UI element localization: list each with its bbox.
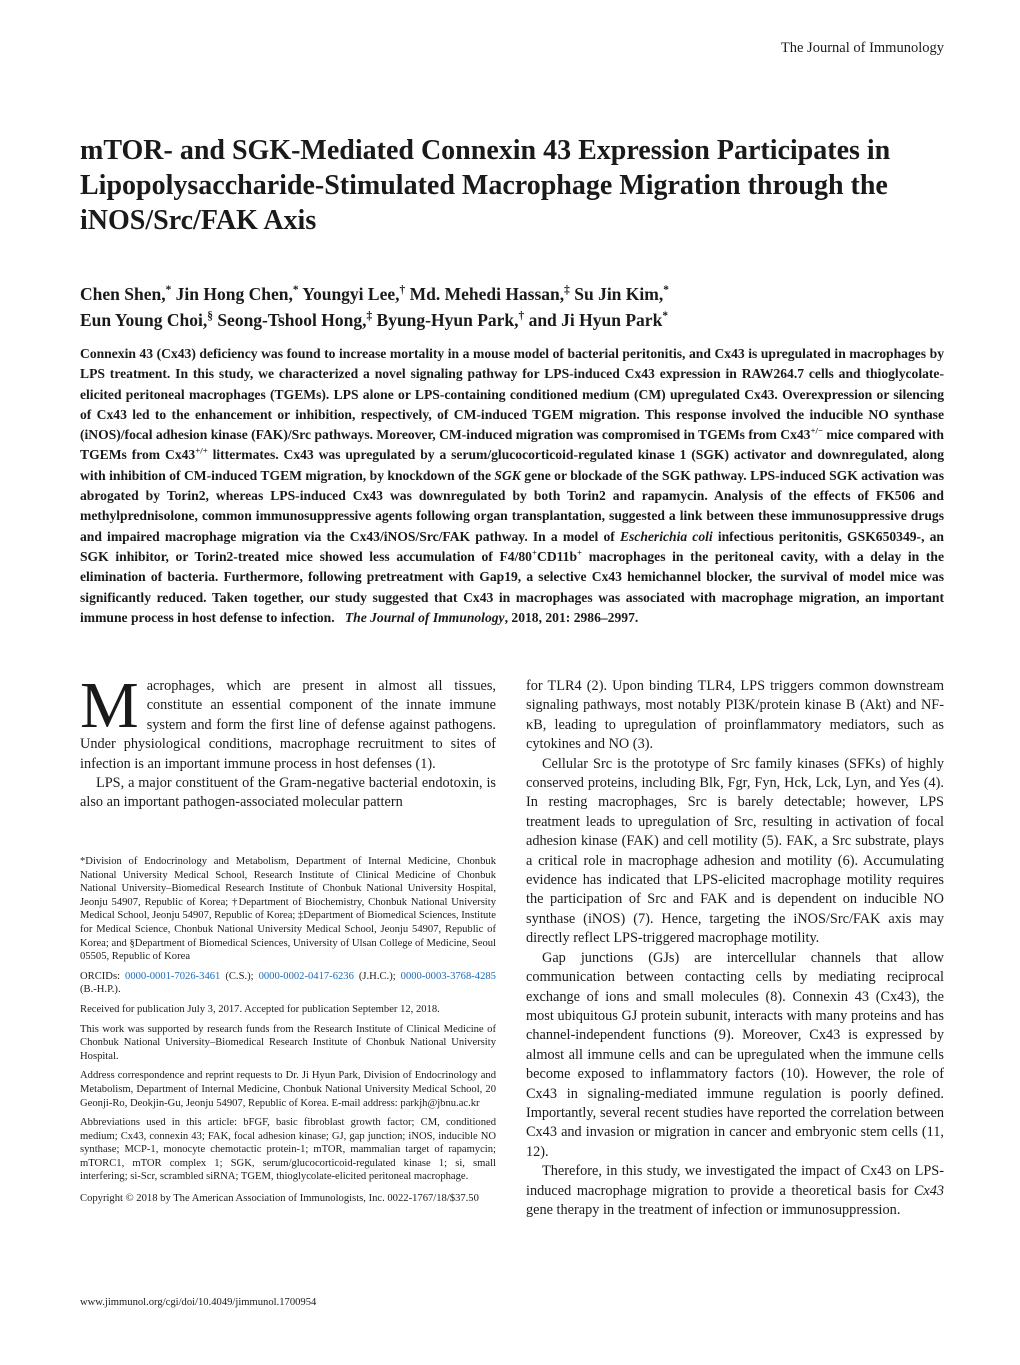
orcid-initials: (C.S.); xyxy=(220,970,259,982)
affiliation-mark: § xyxy=(207,310,213,323)
body-paragraph xyxy=(526,1162,944,1220)
orcid-link[interactable]: 0000-0003-3768-4285 xyxy=(400,970,496,982)
marker-superscript: + xyxy=(531,547,537,558)
orcid-initials: (J.H.C.); xyxy=(353,970,401,982)
abstract-text: macrophages in the peritoneal cavity, with a delay in the elimination of bacteria. Furthermore, following pretreatment with Gap19, a selective Cx43 hemichannel blocker, the survival of model mice was significantly reduced. Taken together, our study suggested that Cx43 in macrophages was associated with macrophage migration, an important immune process in host defense to infection. xyxy=(80,548,945,625)
doi-link[interactable]: www.jimmunol.org/cgi/doi/10.4049/jimmunol.1700954 xyxy=(80,1297,317,1308)
species-name: Escherichia coli xyxy=(619,528,713,544)
affiliation-mark: ‡ xyxy=(366,310,373,323)
author-name: Md. Mehedi Hassan, xyxy=(409,284,565,304)
orcid-link[interactable]: 0000-0002-0417-6236 xyxy=(258,970,354,982)
author-name: Su Jin Kim, xyxy=(574,284,664,304)
abstract-text: infectious peritonitis, GSK650349-, an SGK inhibitor, or Torin2-treated mice showed less accumulation of F4/80 xyxy=(80,528,944,564)
received-note: Received for publication July 3, 2017. Accepted for publication September 12, 2018. xyxy=(80,1003,440,1015)
footnotes xyxy=(80,855,496,1212)
body-paragraph: for TLR4 (2). Upon binding TLR4, LPS triggers common downstream signaling pathways, most notably PI3K/protein kinase B (Akt) and NF-κB, leading to upregulation of proinflammatory mediators, such as cytokines and NO (3). xyxy=(526,678,944,753)
affiliation-mark: * xyxy=(292,284,299,297)
gene-name: SGK xyxy=(494,467,521,483)
funding-note: This work was supported by research funds from the Research Institute of Clinical Medicine of Chonbuk National University–Biomedical Research Institute of Chonbuk National University Hospital. xyxy=(80,1023,496,1062)
author-name: Chen Shen, xyxy=(80,284,166,304)
correspondence-note: Address correspondence and reprint requests to Dr. Ji Hyun Park, Division of Endocrinology and Metabolism, Department of Internal Medicine, Chonbuk National University Medical School, 20 Geonji-Ro, Deokjin-Gu, Jeonju 54907, Republic of Korea. E-mail address: parkjh@jbnu.ac.kr xyxy=(80,1070,496,1109)
affiliation-mark: † xyxy=(518,310,525,323)
affiliation-mark: * xyxy=(663,284,669,297)
body-right-column xyxy=(526,677,944,1220)
author-name: Jin Hong Chen, xyxy=(175,284,293,304)
body-paragraph: LPS, a major constituent of the Gram-negative bacterial endotoxin, is also an important pathogen-associated molecular pattern xyxy=(80,775,496,811)
article-title: mTOR- and SGK-Mediated Connexin 43 Expression Participates in Lipopolysaccharide-Stimulated Macrophage Migration through the iNOS/Src/FAK Axis xyxy=(80,135,891,236)
abstract-text: Connexin 43 (Cx43) deficiency was found to increase mortality in a mouse model of bacterial peritonitis, and Cx43 is upregulated in macrophages by LPS treatment. In this study, we characterized a novel signaling pathway for LPS-induced Cx43 expression in RAW264.7 cells and thioglycolate-elicited peritoneal macrophages (TGEMs). LPS alone or LPS-containing conditioned medium (CM) upregulated Cx43. Overexpression or silencing of Cx43 led to the enhancement or inhibition, respectively, of CM-induced TGEM migration. This response involved the inducible NO synthase (iNOS)/focal adhesion kinase (FAK)/Src pathways. Moreover, CM-induced migration was compromised in TGEMs from Cx43 xyxy=(80,346,944,443)
genotype-superscript: +/− xyxy=(810,425,823,436)
paragraph-text: gene therapy in the treatment of infection or immunosuppression. xyxy=(526,1201,901,1218)
abstract-text: littermates. Cx43 was upregulated by a serum/glucocorticoid-regulated kinase 1 (SGK) activator and downregulated, along with inhibition of CM-induced TGEM migration, by knockdown of the xyxy=(80,447,944,483)
affiliation-mark: * xyxy=(662,310,668,323)
intro-paragraph xyxy=(80,669,496,774)
marker-superscript: + xyxy=(577,547,583,558)
author-list xyxy=(80,281,960,333)
affiliation-mark: † xyxy=(399,284,406,297)
affiliation-mark: * xyxy=(165,284,172,297)
abstract-text: CD11b xyxy=(537,548,578,564)
abstract-text: mice compared with TGEMs from Cx43 xyxy=(80,427,944,463)
genotype-superscript: +/+ xyxy=(195,445,208,456)
author-name: and Ji Hyun Park xyxy=(528,310,663,330)
orcid-initials: (B.-H.P.). xyxy=(80,984,121,996)
orcid-label: ORCIDs: xyxy=(80,970,126,982)
citation-details: , 2018, 201: 2986–2997. xyxy=(504,609,639,625)
body-left-column xyxy=(80,669,496,813)
author-name: Eun Young Choi, xyxy=(80,310,208,330)
orcid-note xyxy=(80,970,496,997)
abbreviations-note: Abbreviations used in this article: bFGF, basic fibroblast growth factor; CM, conditioned medium; Cx43, connexin 43; FAK, focal adhesion kinase; GJ, gap junction; iNOS, inducible NO synthase; MCP-1, monocyte chemotactic protein-1; mTOR, mammalian target of rapamycin; mTORC1, mTOR complex 1; SGK, serum/glucocorticoid-regulated kinase 1; si, small interfering; si-Scr, scrambled siRNA; TGEM, thioglycolate-elicited peritoneal macrophage. xyxy=(80,1117,496,1183)
abstract xyxy=(80,344,944,628)
citation-journal: The Journal of Immunology xyxy=(344,609,505,625)
author-name: Youngyi Lee, xyxy=(302,284,400,304)
abstract-text: gene or blockade of the SGK pathway. LPS-induced SGK activation was abrogated by Torin2, whereas LPS-induced Cx43 was downregulated by both Torin2 and rapamycin. Analysis of the effects of FK506 and methylprednisolone, common immunosuppressive agents following organ transplantation, suggested a link between these immunosuppressive drugs and impaired macrophage migration via the Cx43/iNOS/Src/FAK pathway. In a model of xyxy=(80,467,944,544)
paragraph-text: acrophages, which are present in almost all tissues, constitute an essential component of the innate immune system and form the first line of defense against pathogens. Under physiological conditions, macrophage recruitment to sites of infection is an important immune process in host defenses (1). xyxy=(80,678,496,772)
paragraph-text: Therefore, in this study, we investigated the impact of Cx43 on LPS-induced macrophage migration to provide a theoretical basis for xyxy=(526,1163,944,1199)
body-paragraph: Cellular Src is the prototype of Src family kinases (SFKs) of highly conserved proteins, including Blk, Fgr, Fyn, Hck, Lck, Lyn, and Yes (4). In resting macrophages, Src is barely detectable; however, LPS treatment leads to upregulation of Src, resulting in activation of focal adhesion kinase (FAK) and cell motility (5). FAK, a Src substrate, plays a critical role in macrophage adhesion and motility (6). Accumulating evidence has indicated that LPS-elicited macrophage motility requires the participation of Src and FAK and is dependent on inducible NO synthase (iNOS) (7). Hence, targeting the iNOS/Src/FAK axis may directly reflect LPS-triggered macrophage motility. xyxy=(526,755,944,947)
drop-cap: M xyxy=(80,669,139,742)
orcid-link[interactable]: 0000-0001-7026-3461 xyxy=(125,970,221,982)
affiliation-mark: ‡ xyxy=(564,284,570,297)
gene-name: Cx43 xyxy=(913,1182,944,1199)
author-name: Byung-Hyun Park, xyxy=(376,310,519,330)
copyright-note: Copyright © 2018 by The American Association of Immunologists, Inc. 0022-1767/18/$37.50 xyxy=(80,1193,479,1205)
body-paragraph: Gap junctions (GJs) are intercellular channels that allow communication between contacting cells by mediating reciprocal exchange of ions and small molecules (8). Connexin 43 (Cx43), the most ubiquitous GJ protein subunit, interacts with many proteins and has channel-independent functions (9). Moreover, Cx43 is expressed by almost all immune cells and can be upregulated when the immune cells become exposed to inflammatory factors (10). However, the role of Cx43 in signaling-mediated immune regulation is poorly defined. Importantly, several recent studies have reported the correlation between Cx43 and invasion or migration in cancer and embryonic stem cells (11, 12). xyxy=(526,949,944,1160)
author-name: Seong-Tshool Hong, xyxy=(217,310,367,330)
journal-name: The Journal of Immunology xyxy=(780,40,944,56)
affiliations-note: *Division of Endocrinology and Metabolism, Department of Internal Medicine, Chonbuk National University Medical School, Research Institute of Clinical Medicine of Chonbuk National University–Biomedical Research Institute of Chonbuk National University Hospital, Jeonju 54907, Republic of Korea; †Department of Biochemistry, Chonbuk National University Medical School, Jeonju 54907, Republic of Korea; ‡Department of Biomedical Sciences, Institute for Medical Science, Chonbuk National University Medical School, Jeonju 54907, Republic of Korea; and §Department of Biomedical Sciences, University of Ulsan College of Medicine, Seoul 05505, Republic of Korea xyxy=(80,856,496,963)
